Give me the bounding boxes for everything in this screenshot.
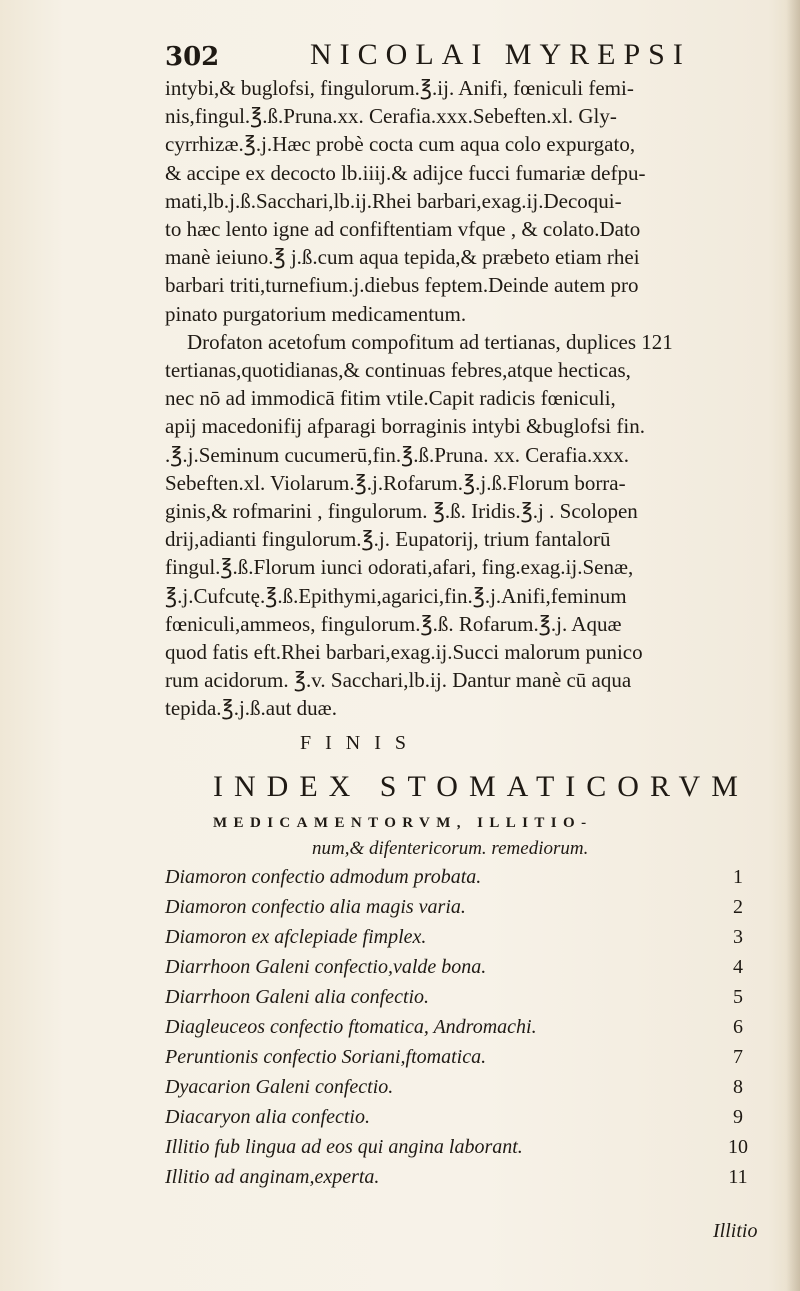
index-entry	[165, 956, 750, 986]
text-line: nec nō ad immodicā fitim vtile.Capit radicis fœniculi,	[165, 386, 616, 411]
index-entry	[165, 1166, 750, 1196]
text-line: ℥.j.Cufcutę.℥.ß.Epithymi,agarici,fin.℥.j.Anifi,feminum	[165, 583, 627, 608]
body-text	[165, 74, 750, 723]
text-line: drij,adianti fingulorum.℥.j. Eupatorij, trium fantalorū	[165, 527, 611, 552]
text-line: fœniculi,ammeos, fingulorum.℥.ß. Rofarum.℥.j. Aquæ	[165, 611, 622, 636]
index-entry-text: Diamoron confectio alia magis varia.	[165, 896, 466, 918]
text-line: rum acidorum. ℥.v. Sacchari,lb.ij. Dantur manè cū aqua	[165, 668, 632, 693]
index-entry-number: 10	[728, 1136, 748, 1158]
index-description: num,& difentericorum. remediorum.	[312, 838, 589, 859]
index-entry	[165, 926, 750, 956]
running-title: NICOLAI MYREPSI	[310, 38, 691, 71]
index-entry-number: 4	[733, 956, 743, 978]
page-header	[165, 38, 730, 78]
index-entry-text: Diamoron ex afclepiade fimplex.	[165, 926, 427, 948]
text-line: barbari triti,turnefium.j.diebus feptem.Deinde autem pro	[165, 273, 639, 298]
index-entry-text: Diarrhoon Galeni confectio,valde bona.	[165, 956, 487, 978]
index-list	[165, 866, 750, 1196]
finis-heading: FINIS	[300, 732, 421, 754]
index-entry	[165, 866, 750, 896]
index-entry-number: 3	[733, 926, 743, 948]
paragraph-start-line: Drofaton acetofum compofitum ad tertianas, duplices 121	[187, 329, 673, 354]
index-entry-text: Illitio ad anginam,experta.	[165, 1166, 380, 1188]
index-entry-number: 9	[733, 1106, 743, 1128]
index-entry-text: Peruntionis confectio Soriani,ftomatica.	[165, 1046, 487, 1068]
catchword: Illitio	[713, 1220, 758, 1242]
index-entry	[165, 896, 750, 926]
index-entry-number: 7	[733, 1046, 743, 1068]
index-entry-text: Illitio fub lingua ad eos qui angina laborant.	[165, 1136, 523, 1158]
index-entry	[165, 1136, 750, 1166]
text-line: to hæc lento igne ad confiftentiam vfque , & colato.Dato	[165, 217, 641, 242]
index-entry-number: 8	[733, 1076, 743, 1098]
index-entry	[165, 1046, 750, 1076]
index-entry-number: 6	[733, 1016, 743, 1038]
index-entry-number: 11	[728, 1166, 748, 1188]
index-entry-text: Diamoron confectio admodum probata.	[165, 866, 482, 888]
index-entry-text: Diagleuceos confectio ftomatica, Andromachi.	[165, 1016, 537, 1038]
text-line: .℥.j.Seminum cucumerū,fin.℥.ß.Pruna. xx. Cerafia.xxx.	[165, 442, 629, 467]
index-entry-number: 5	[733, 986, 743, 1008]
text-line: fingul.℥.ß.Florum iunci odorati,afari, fing.exag.ij.Senæ,	[165, 555, 634, 580]
index-entry-text: Dyacarion Galeni confectio.	[165, 1076, 394, 1098]
text-line: tertianas,quotidianas,& continuas febres,atque hecticas,	[165, 358, 631, 383]
index-subtitle: MEDICAMENTORVM, ILLITIO-	[213, 815, 593, 831]
index-entry	[165, 1076, 750, 1106]
index-entry	[165, 1106, 750, 1136]
text-line: intybi,& buglofsi, fingulorum.℥.ij. Anifi, fœniculi femi-	[165, 76, 634, 100]
text-line: quod fatis eft.Rhei barbari,exag.ij.Succi malorum punico	[165, 640, 643, 665]
text-line: tepida.℥.j.ß.aut duæ.	[165, 696, 337, 721]
index-entry-text: Diacaryon alia confectio.	[165, 1106, 370, 1128]
index-entry-number: 2	[733, 896, 743, 918]
text-line: nis,fingul.℥.ß.Pruna.xx. Cerafia.xxx.Sebeften.xl. Gly-	[165, 104, 617, 129]
index-entry-text: Diarrhoon Galeni alia confectio.	[165, 986, 430, 1008]
index-entry	[165, 1016, 750, 1046]
text-line: & accipe ex decocto lb.iiij.& adijce fucci fumariæ defpu-	[165, 160, 646, 185]
text-line: Sebeften.xl. Violarum.℥.j.Rofarum.℥.j.ß.Florum borra-	[165, 470, 626, 495]
text-line: apij macedonifij afparagi borraginis intybi &buglofsi fin.	[165, 414, 645, 439]
index-title: INDEX STOMATICORVM	[213, 770, 749, 803]
page-number: 302	[165, 42, 220, 72]
text-line: pinato purgatorium medicamentum.	[165, 301, 467, 326]
text-line: ginis,& rofmarini , fingulorum. ℥.ß. Iridis.℥.j . Scolopen	[165, 499, 638, 524]
text-line: manè ieiuno.℥ j.ß.cum aqua tepida,& præbeto etiam rhei	[165, 245, 640, 270]
text-line: mati,lb.j.ß.Sacchari,lb.ij.Rhei barbari,exag.ij.Decoqui-	[165, 188, 622, 213]
text-line: cyrrhizæ.℥.j.Hæc probè cocta cum aqua colo expurgato,	[165, 132, 636, 157]
index-entry-number: 1	[733, 866, 743, 888]
index-entry	[165, 986, 750, 1016]
page-edge-shadow	[786, 0, 800, 1291]
